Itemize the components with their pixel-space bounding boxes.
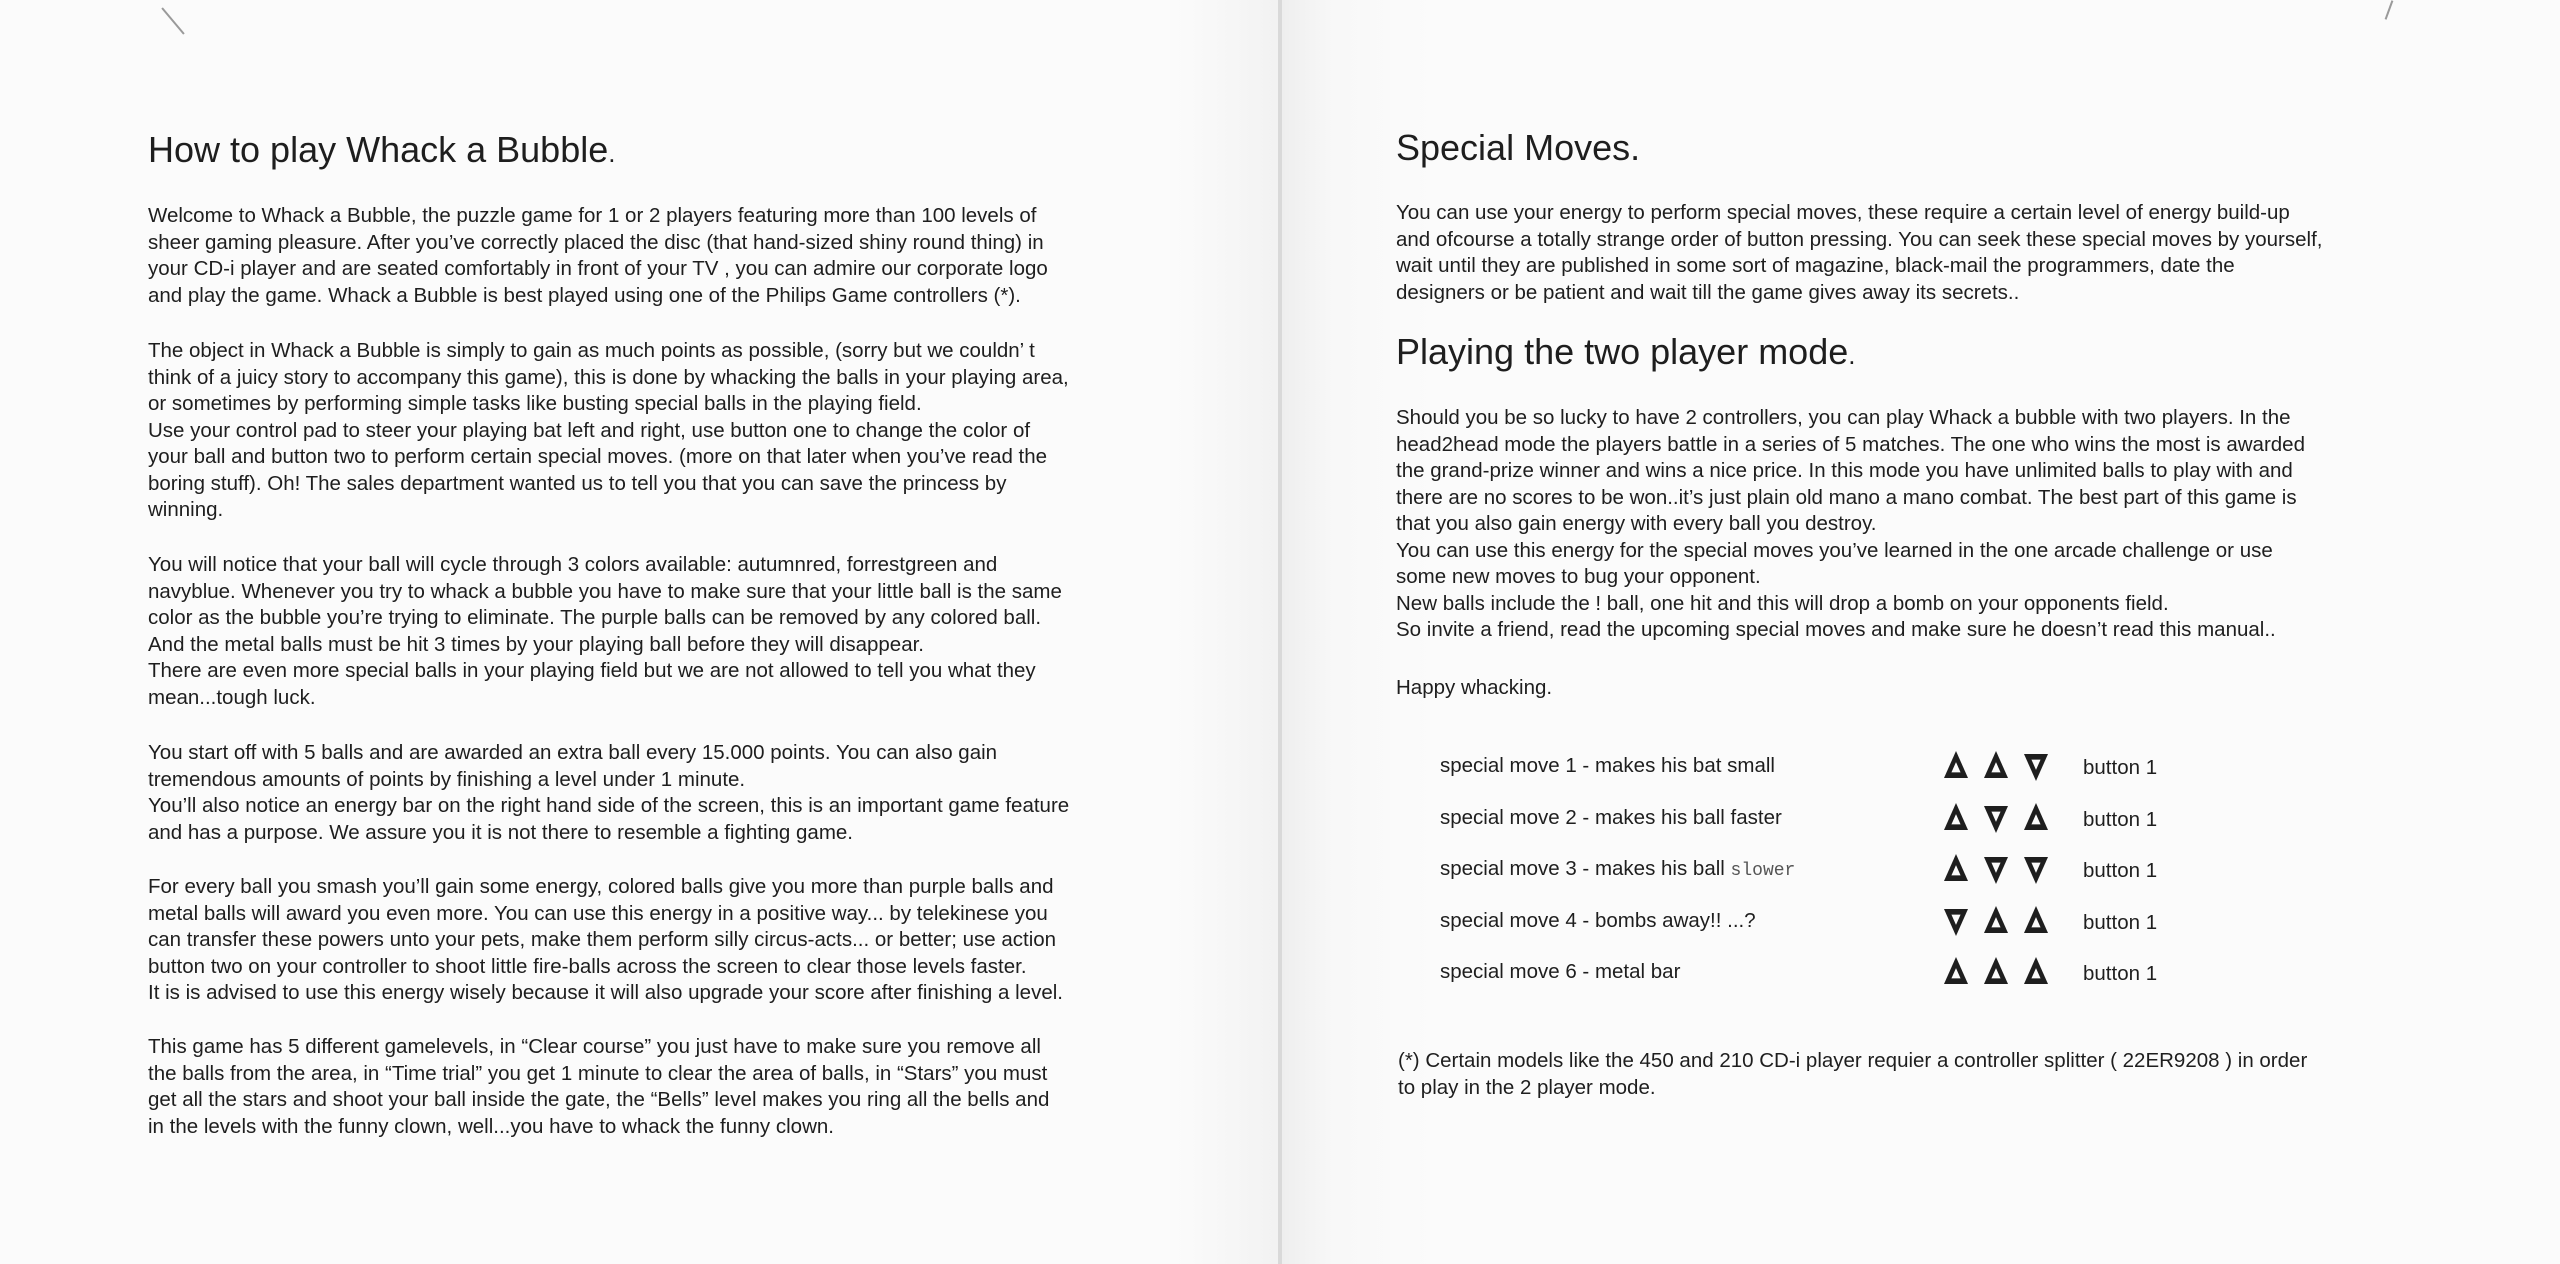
arrow-sequence-svg [1942,748,2058,782]
text-line: Happy whacking. [1396,676,1553,699]
move-label-mono: slower [1730,861,1796,881]
text-line: You can use your energy to perform special moves, these require a certain level of energy build-up [1396,201,2290,224]
special-move-row [1440,851,2200,903]
triangle-up-icon [2024,906,2048,933]
text-line: tremendous amounts of points by finishing a level under 1 minute. [148,767,746,791]
arrow-sequence [1942,800,2058,834]
triangle-up-icon [1984,957,2008,984]
move-label [1440,754,1775,778]
arrow-sequence-svg [1942,800,2058,834]
text-line: It is is advised to use this energy wisely because it will also upgrade your score after finishing a level. [148,981,1063,1004]
text-line: boring stuff). Oh! The sales department wanted us to tell you that you can save the princess by [148,471,1007,495]
triangle-up-icon [1984,751,2008,778]
text-line: the grand-prize winner and wins a nice price. In this mode you have unlimited balls to play with and [1396,459,2293,482]
triangle-up-icon [1944,854,1968,881]
text-line: New balls include the ! ball, one hit and this will drop a bomb on your opponents field. [1396,591,2169,615]
arrow-sequence [1942,748,2058,782]
paragraph-object [148,338,1069,524]
triangle-down-icon [2024,754,2048,781]
text-line: get all the stars and shoot your ball inside the gate, the “Bells” level makes you ring all the bells and [148,1088,1050,1111]
title-text: How to play Whack a Bubble [148,129,609,170]
text-line: your CD-i player and are seated comfortably in front of your TV , you can admire our corporate logo [148,257,1048,280]
text-line: think of a juicy story to accompany this game), this is done by whacking the balls in your playing area, [148,365,1069,389]
text-line: button two on your controller to shoot little fire-balls across the screen to clear those levels faster. [148,954,1027,978]
triangle-down-icon [1944,909,1968,936]
special-move-row [1440,954,2200,1006]
text-line: color as the bubble you’re trying to eliminate. The purple balls can be removed by any colored ball. [148,606,1042,629]
text-line: and ofcourse a totally strange order of button pressing. You can seek these special moves by yourself, [1396,227,2323,251]
text-line: You’ll also notice an energy bar on the right hand side of the screen, this is an important game feature [148,794,1070,817]
move-button-label: button 1 [2083,859,2158,882]
sign-off [1396,675,1552,702]
text-line: can transfer these powers unto your pets, make them perform silly circus-acts... or better; use action [148,928,1057,951]
special-move-row [1440,903,2200,955]
move-label-text: special move 1 - makes his bat small [1440,754,1775,777]
text-line: There are even more special balls in your playing field but we are not allowed to tell you what they [148,659,1036,682]
special-moves-title-block [1396,126,1640,169]
move-label [1440,960,1680,984]
title-suffix: . [1848,340,1856,370]
footnote [1398,1048,2307,1101]
arrow-sequence-svg [1942,851,2058,885]
text-line: some new moves to bug your opponent. [1396,565,1761,588]
arrow-sequence-svg [1942,903,2058,937]
paragraph-levels [148,1034,1049,1140]
triangle-up-icon [1944,751,1968,778]
text-line: to play in the 2 player mode. [1398,1075,1656,1099]
text-line: the balls from the area, in “Time trial” you get 1 minute to clear the area of balls, in “Stars” you must [148,1061,1048,1085]
move-label [1440,857,1795,881]
paragraph-two-player [1396,405,2305,644]
text-line: there are no scores to be won..it’s just plain old mano a mano combat. The best part of this game is [1396,485,2297,509]
special-moves-table [1440,748,2200,1006]
title-text: Playing the two player mode [1396,331,1849,372]
page-crease [1278,0,1282,1264]
triangle-up-icon [1944,957,1968,984]
triangle-down-icon [1984,857,2008,884]
move-label-text: special move 2 - makes his ball faster [1440,805,1782,829]
text-line: in the levels with the funny clown, well...you have to whack the funny clown. [148,1114,834,1138]
arrow-sequence [1942,851,2058,885]
paragraph-special-moves [1396,200,2322,306]
title-suffix: . [608,138,616,168]
paragraph [148,874,1063,1007]
text-line: mean...tough luck. [148,685,316,709]
text-line: sheer gaming pleasure. After you’ve correctly placed the disc (that hand-sized shiny round thing) in [148,230,1044,254]
text-line: This game has 5 different gamelevels, in “Clear course” you just have to make sure you remove all [148,1035,1041,1058]
special-move-row [1440,748,2200,800]
paragraph-colors [148,552,1062,711]
text-line: So invite a friend, read the upcoming special moves and make sure he doesn’t read this manual.. [1396,618,2276,641]
triangle-up-icon [1984,906,2008,933]
move-label [1440,909,1756,933]
paragraph [148,1034,1049,1140]
text-line: And the metal balls must be hit 3 times by your playing ball before they will disappear. [148,632,924,656]
text-line: For every ball you smash you’ll gain some energy, colored balls give you more than purple balls and [148,875,1054,898]
text-line: navyblue. Whenever you try to whack a bubble you have to make sure that your little ball is the same [148,579,1062,603]
footnote-block [1398,1048,2307,1101]
paragraph-energy [148,874,1063,1007]
sign-off-block [1396,675,1552,702]
paragraph [148,552,1062,711]
paragraph [1396,200,2322,306]
special-move-row [1440,800,2200,852]
left-title-block [148,128,615,171]
page-title [148,128,615,171]
text-line: designers or be patient and wait till the game gives away its secrets.. [1396,280,2020,304]
arrow-sequence [1942,903,2058,937]
triangle-down-icon [2024,857,2048,884]
move-label-text: special move 4 - bombs away!! ...? [1440,908,1756,932]
move-button-label: button 1 [2083,756,2158,779]
move-label-text: special move 6 - metal bar [1440,960,1681,983]
text-line: or sometimes by performing simple tasks like busting special balls in the playing field. [148,392,922,415]
triangle-up-icon [1944,803,1968,830]
text-line: You will notice that your ball will cycle through 3 colors available: autumnred, forrestgreen and [148,553,998,576]
move-button-label: button 1 [2083,807,2158,831]
paragraph-intro [148,203,1048,309]
section-title-two-player [1396,330,1855,373]
paragraph [1396,405,2305,644]
text-line: your ball and button two to perform certain special moves. (more on that later when you’ve read the [148,445,1048,468]
triangle-up-icon [2024,803,2048,830]
arrow-sequence-svg [1942,954,2058,988]
text-line: The object in Whack a Bubble is simply to gain as much points as possible, (sorry but we couldn’ t [148,339,1035,362]
triangle-up-icon [2024,957,2048,984]
two-player-title-block [1396,330,1855,373]
text-line: and has a purpose. We assure you it is not there to resemble a fighting game. [148,820,853,844]
move-label-text: special move 3 - makes his ball [1440,857,1731,880]
text-line: Welcome to Whack a Bubble, the puzzle game for 1 or 2 players featuring more than 100 levels of [148,204,1037,227]
paragraph [148,740,1069,846]
move-button-label: button 1 [2083,962,2158,985]
paragraph-balls [148,740,1069,846]
text-line: You start off with 5 balls and are awarded an extra ball every 15.000 points. You can also gain [148,741,998,764]
text-line: wait until they are published in some sort of magazine, black-mail the programmers, date the [1396,254,2235,277]
section-title-special-moves: Special Moves. [1396,127,1641,168]
paragraph [148,203,1048,309]
arrow-sequence [1942,954,2058,988]
text-line: (*) Certain models like the 450 and 210 CD-i player requier a controller splitter ( 22ER9208 ) in order [1398,1049,2308,1072]
text-line: winning. [148,498,224,521]
text-line: head2head mode the players battle in a series of 5 matches. The one who wins the most is awarded [1396,432,2305,456]
move-label [1440,806,1782,830]
move-button-label: button 1 [2083,910,2158,934]
text-line: Use your control pad to steer your playing bat left and right, use button one to change the color of [148,418,1031,442]
paragraph [148,338,1069,524]
text-line: and play the game. Whack a Bubble is best played using one of the Philips Game controllers (*). [148,283,1021,307]
text-line: metal balls will award you even more. You can use this energy in a positive way... by telekinese you [148,901,1048,925]
text-line: Should you be so lucky to have 2 controllers, you can play Whack a bubble with two players. In the [1396,406,2291,429]
text-line: You can use this energy for the special moves you’ve learned in the one arcade challenge or use [1396,538,2273,562]
triangle-down-icon [1984,806,2008,833]
text-line: that you also gain energy with every ball you destroy. [1396,512,1877,535]
